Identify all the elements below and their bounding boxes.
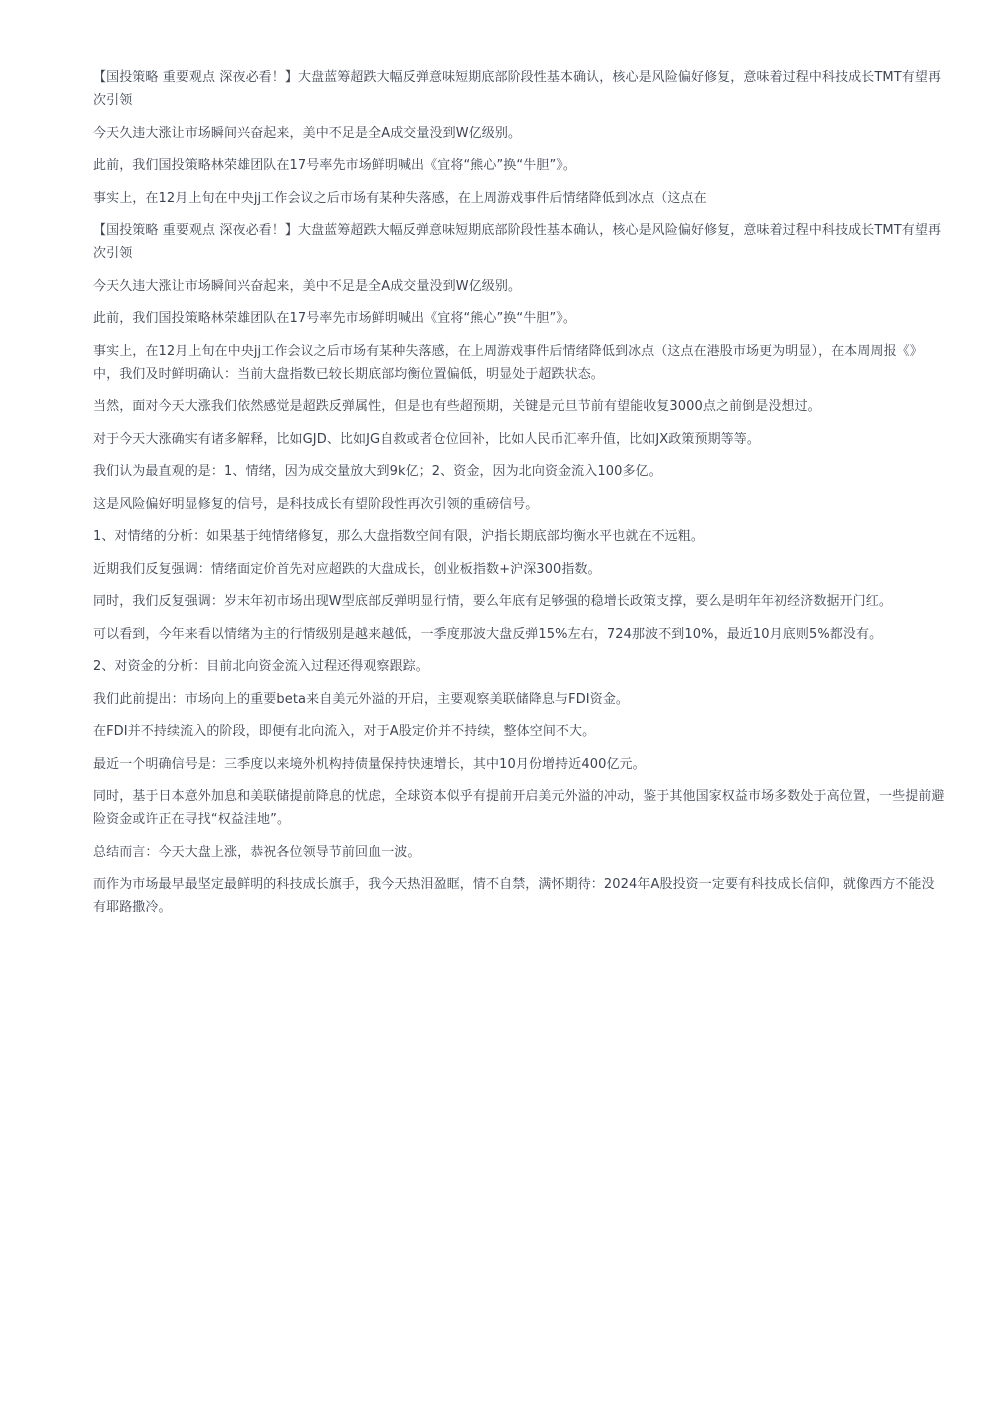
paragraph-truncated: 事实上，在12月上旬在中央jj工作会议之后市场有某种失落感，在上周游戏事件后情绪降低到冰点（这点在 <box>93 190 707 206</box>
paragraph-headline: 【国投策略 重要观点 深夜必看！】大盘蓝筹超跌大幅反弹意味短期底部阶段性基本确认，核心是风险偏好修复，意味着过程中科技成长TMT有望再次引领 <box>93 223 942 261</box>
paragraph: 我们此前提出：市场向上的重要beta来自美元外溢的开启，主要观察美联储降息与FDI资金。 <box>93 691 630 707</box>
paragraph: 此前，我们国投策略林荣雄团队在17号率先市场鲜明喊出《宜将“熊心”换“牛胆”》。 <box>93 158 576 173</box>
paragraph: 2、对资金的分析：目前北向资金流入过程还得观察跟踪。 <box>93 659 429 674</box>
article-body <box>93 66 945 929</box>
paragraph: 此前，我们国投策略林荣雄团队在17号率先市场鲜明喊出《宜将“熊心”换“牛胆”》。 <box>93 311 576 326</box>
paragraph-headline: 【国投策略 重要观点 深夜必看！】大盘蓝筹超跌大幅反弹意味短期底部阶段性基本确认，核心是风险偏好修复，意味着过程中科技成长TMT有望再次引领 <box>93 70 942 108</box>
paragraph: 今天久违大涨让市场瞬间兴奋起来，美中不足是全A成交量没到W亿级别。 <box>93 125 522 141</box>
paragraph: 今天久违大涨让市场瞬间兴奋起来，美中不足是全A成交量没到W亿级别。 <box>93 278 522 294</box>
paragraph: 最近一个明确信号是：三季度以来境外机构持债量保持快速增长，其中10月份增持近400亿元。 <box>93 756 646 772</box>
paragraph: 我们认为最直观的是：1、情绪，因为成交量放大到9k亿；2、资金，因为北向资金流入100多亿。 <box>93 464 662 479</box>
paragraph: 总结而言：今天大盘上涨，恭祝各位领导节前回血一波。 <box>93 844 421 860</box>
paragraph: 1、对情绪的分析：如果基于纯情绪修复，那么大盘指数空间有限，沪指长期底部均衡水平也就在不远粗。 <box>93 529 704 544</box>
paragraph: 对于今天大涨确实有诸多解释，比如GJD、比如JG自救或者仓位回补，比如人民币汇率升值，比如JX政策预期等等。 <box>93 431 760 447</box>
paragraph: 而作为市场最早最坚定最鲜明的科技成长旗手，我今天热泪盈眶，情不自禁，满怀期待：2024年A股投资一定要有科技成长信仰，就像西方不能没有耶路撒冷。 <box>93 877 935 915</box>
paragraph: 事实上，在12月上旬在中央jj工作会议之后市场有某种失落感，在上周游戏事件后情绪降低到冰点（这点在港股市场更为明显），在本周周报《》中，我们及时鲜明确认：当前大盘指数已较长期底部均衡位置偏低，明显处于超跌状态。 <box>93 343 923 382</box>
paragraph: 这是风险偏好明显修复的信号，是科技成长有望阶段性再次引领的重磅信号。 <box>93 496 539 512</box>
paragraph: 近期我们反复强调：情绪面定价首先对应超跌的大盘成长，创业板指数+沪深300指数。 <box>93 561 601 577</box>
paragraph: 在FDI并不持续流入的阶段，即便有北向流入，对于A股定价并不持续，整体空间不大。 <box>93 724 596 739</box>
paragraph: 当然，面对今天大涨我们依然感觉是超跌反弹属性，但是也有些超预期，关键是元旦节前有望能收复3000点之前倒是没想过。 <box>93 399 821 414</box>
paragraph: 同时，基于日本意外加息和美联储提前降息的忧虑，全球资本似乎有提前开启美元外溢的冲动，鉴于其他国家权益市场多数处于高位置，一些提前避险资金或许正在寻找“权益洼地”。 <box>93 789 945 827</box>
paragraph: 同时，我们反复强调：岁末年初市场出现W型底部反弹明显行情，要么年底有足够强的稳增长政策支撑，要么是明年年初经济数据开门红。 <box>93 594 892 609</box>
paragraph: 可以看到，今年来看以情绪为主的行情级别是越来越低，一季度那波大盘反弹15%左右，724那波不到10%，最近10月底则5%都没有。 <box>93 626 883 642</box>
